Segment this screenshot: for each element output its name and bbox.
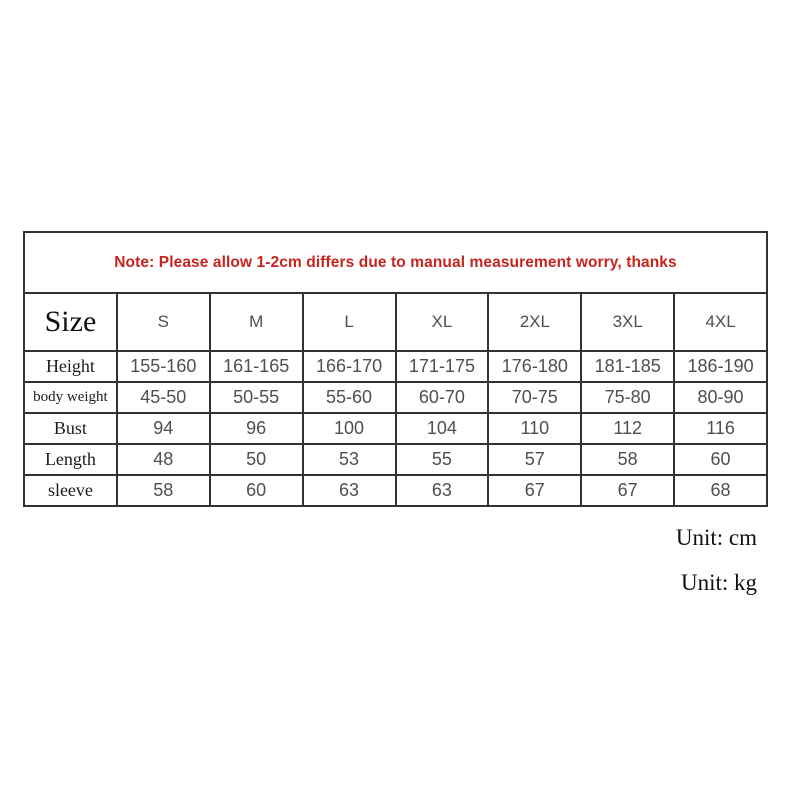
data-cell: 45-50 [117, 382, 210, 413]
data-cell: 58 [581, 444, 674, 475]
data-cell: 171-175 [396, 351, 489, 382]
data-cell: 96 [210, 413, 303, 444]
data-cell: 63 [396, 475, 489, 506]
table-row-body-weight [24, 382, 767, 413]
size-col-header-s: S [117, 293, 210, 351]
size-header-row [24, 293, 767, 351]
data-cell: 176-180 [488, 351, 581, 382]
data-cell: 60 [210, 475, 303, 506]
data-cell: 48 [117, 444, 210, 475]
data-cell: 50 [210, 444, 303, 475]
row-label-sleeve: sleeve [24, 475, 117, 506]
data-cell: 116 [674, 413, 767, 444]
unit-cm-label: Unit: cm [675, 525, 757, 550]
units-block [676, 524, 757, 614]
data-cell: 67 [488, 475, 581, 506]
note-row [24, 232, 767, 293]
size-col-header-m: M [210, 293, 303, 351]
table-row-sleeve [24, 475, 767, 506]
table-row-height [24, 351, 767, 382]
data-cell: 155-160 [117, 351, 210, 382]
data-cell: 63 [303, 475, 396, 506]
size-col-header-3xl: 3XL [581, 293, 674, 351]
row-label-length: Length [24, 444, 117, 475]
data-cell: 161-165 [210, 351, 303, 382]
note-banner [24, 232, 767, 293]
data-cell: 58 [117, 475, 210, 506]
data-cell: 94 [117, 413, 210, 444]
row-label-body-weight: body weight [24, 382, 117, 413]
note-text: Note: Please allow 1-2cm differs due to manual measurement worry, thanks [114, 253, 677, 271]
data-cell: 104 [396, 413, 489, 444]
table-row-bust [24, 413, 767, 444]
size-col-header-2xl: 2XL [488, 293, 581, 351]
data-cell: 60 [674, 444, 767, 475]
data-cell: 57 [488, 444, 581, 475]
size-col-header-4xl: 4XL [674, 293, 767, 351]
data-cell: 60-70 [396, 382, 489, 413]
unit-kg-label: Unit: kg [680, 570, 757, 595]
data-cell: 110 [488, 413, 581, 444]
data-cell: 186-190 [674, 351, 767, 382]
data-cell: 55 [396, 444, 489, 475]
data-cell: 80-90 [674, 382, 767, 413]
data-cell: 166-170 [303, 351, 396, 382]
size-col-header-l: L [303, 293, 396, 351]
data-cell: 68 [674, 475, 767, 506]
data-cell: 70-75 [488, 382, 581, 413]
size-chart-table [23, 231, 768, 507]
data-cell: 181-185 [581, 351, 674, 382]
table-row-length [24, 444, 767, 475]
data-cell: 67 [581, 475, 674, 506]
data-cell: 50-55 [210, 382, 303, 413]
data-cell: 55-60 [303, 382, 396, 413]
data-cell: 53 [303, 444, 396, 475]
row-label-height: Height [24, 351, 117, 382]
data-cell: 100 [303, 413, 396, 444]
data-cell: 75-80 [581, 382, 674, 413]
data-cell: 112 [581, 413, 674, 444]
row-label-bust: Bust [24, 413, 117, 444]
size-col-header-xl: XL [396, 293, 489, 351]
size-corner-cell: Size [24, 293, 117, 351]
